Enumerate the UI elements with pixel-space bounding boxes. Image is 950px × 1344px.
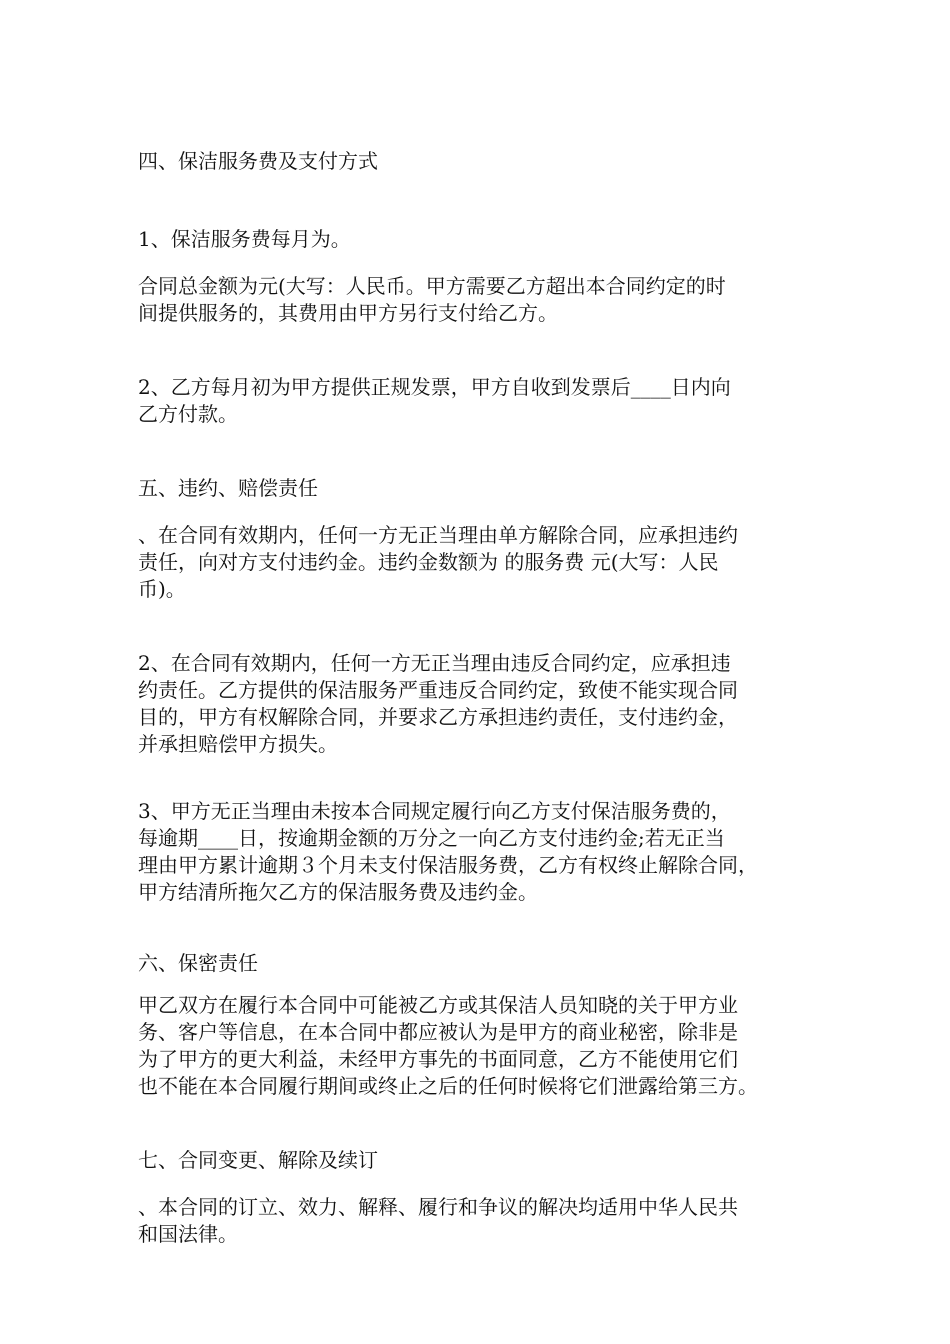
- section-heading-confidentiality: 六、保密责任: [138, 951, 258, 975]
- text-line: 3、甲方无正当理由未按本合同规定履行向乙方支付保洁服务费的，: [138, 799, 731, 823]
- text-line: 间提供服务的，其费用由甲方另行支付给乙方。: [138, 301, 558, 325]
- text-line: 2、乙方每月初为甲方提供正规发票，甲方自收到发票后____日内向: [138, 375, 731, 399]
- text-line: 务、客户等信息，在本合同中都应被认为是甲方的商业秘密，除非是: [138, 1020, 738, 1044]
- text-line: 责任，向对方支付违约金。违约金数额为 的服务费 元(大写：人民: [138, 550, 719, 574]
- text-line: 、本合同的订立、效力、解释、履行和争议的解决均适用中华人民共: [138, 1195, 738, 1219]
- text-line: 甲乙双方在履行本合同中可能被乙方或其保洁人员知晓的关于甲方业: [138, 993, 738, 1017]
- section-heading-fee: 四、保洁服务费及支付方式: [138, 149, 378, 173]
- text-line: 为了甲方的更大利益，未经甲方事先的书面同意，乙方不能使用它们: [138, 1047, 738, 1071]
- text-line: 、在合同有效期内，任何一方无正当理由单方解除合同，应承担违约: [138, 523, 738, 547]
- paragraph-monthly-fee: 1、保洁服务费每月为。: [138, 227, 351, 251]
- text-line: 目的，甲方有权解除合同，并要求乙方承担违约责任，支付违约金，: [138, 705, 738, 729]
- text-line: 乙方付款。: [138, 402, 238, 426]
- section-heading-amendment: 七、合同变更、解除及续订: [138, 1148, 378, 1172]
- text-line: 约责任。乙方提供的保洁服务严重违反合同约定，致使不能实现合同: [138, 678, 738, 702]
- text-line: 合同总金额为元(大写：人民币。甲方需要乙方超出本合同约定的时: [138, 274, 726, 298]
- section-heading-breach: 五、违约、赔偿责任: [138, 476, 318, 500]
- text-line: 理由甲方累计逾期３个月未支付保洁服务费，乙方有权终止解除合同，: [138, 853, 758, 877]
- text-line: 2、在合同有效期内，任何一方无正当理由违反合同约定，应承担违: [138, 651, 731, 675]
- text-line: 币)。: [138, 577, 186, 601]
- text-line: 并承担赔偿甲方损失。: [138, 732, 338, 756]
- text-line: 每逾期____日，按逾期金额的万分之一向乙方支付违约金;若无正当: [138, 826, 725, 850]
- text-line: 也不能在本合同履行期间或终止之后的任何时候将它们泄露给第三方。: [138, 1074, 758, 1098]
- text-line: 甲方结清所拖欠乙方的保洁服务费及违约金。: [138, 880, 538, 904]
- text-line: 和国法律。: [138, 1222, 238, 1246]
